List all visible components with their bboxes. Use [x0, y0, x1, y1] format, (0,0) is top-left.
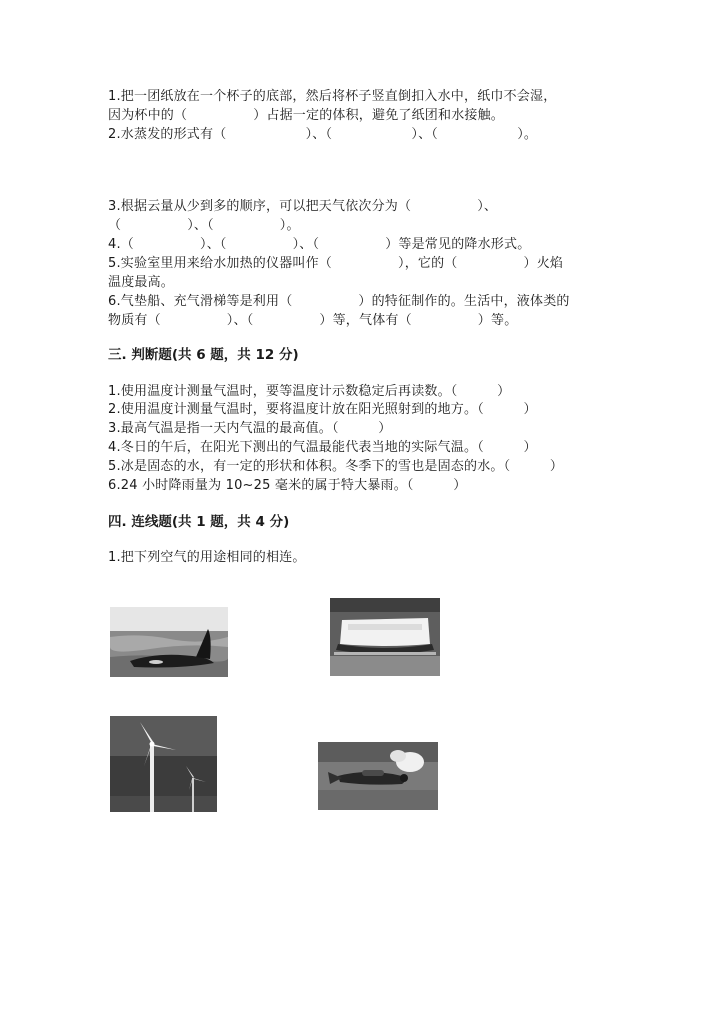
diver-photo — [318, 742, 438, 810]
matching-section-heading: 四. 连线题(共 1 题，共 4 分) — [108, 514, 290, 530]
fill-blank-line: 6.气垫船、充气滑梯等是利用（ ）的特征制作的。生活中，液体类的 — [108, 294, 570, 309]
judge-item: 3.最高气温是指一天内气温的最高值。（ ） — [108, 421, 392, 436]
orca-photo — [110, 607, 228, 677]
wind-turbine-image — [110, 716, 217, 812]
fill-blank-line: 5.实验室里用来给水加热的仪器叫作（ ），它的（ ）火焰 — [108, 256, 564, 271]
fill-blank-line: 1.把一团纸放在一个杯子的底部，然后将杯子竖直倒扣入水中，纸巾不会湿， — [108, 89, 557, 104]
fill-blank-line: 温度最高。 — [108, 275, 175, 290]
fill-blank-line: 2.水蒸发的形式有（ ）、（ ）、（ ）。 — [108, 127, 538, 142]
judge-item: 5.冰是固态的水，有一定的形状和体积。冬季下的雪也是固态的水。（ ） — [108, 459, 564, 474]
orca-image — [110, 607, 228, 677]
judge-item: 6.24 小时降雨量为 10~25 毫米的属于特大暴雨。（ ） — [108, 478, 467, 493]
judge-item: 1.使用温度计测量气温时，要等温度计示数稳定后再读数。（ ） — [108, 384, 511, 399]
fill-blank-line: 4.（ ）、（ ）、（ ）等是常见的降水形式。 — [108, 237, 531, 252]
judge-item: 2.使用温度计测量气温时，要将温度计放在阳光照射到的地方。（ ） — [108, 402, 537, 417]
fill-blank-line: 3.根据云量从少到多的顺序，可以把天气依次分为（ ）、 — [108, 199, 498, 214]
fill-blank-line: （ ）、（ ）。 — [108, 218, 300, 233]
judge-item: 4.冬日的午后，在阳光下测出的气温最能代表当地的实际气温。（ ） — [108, 440, 537, 455]
judge-section-heading: 三. 判断题(共 6 题，共 12 分) — [108, 347, 299, 363]
wind-turbine-photo — [110, 716, 217, 812]
fill-blank-line: 因为杯中的（ ）占据一定的体积，避免了纸团和水接触。 — [108, 108, 505, 123]
fill-blank-line: 物质有（ ）、（ ）等，气体有（ ）等。 — [108, 313, 518, 328]
hovercraft-image — [330, 598, 440, 676]
matching-instruction: 1.把下列空气的用途相同的相连。 — [108, 550, 306, 565]
hovercraft-photo — [330, 598, 440, 676]
diver-image — [318, 742, 438, 810]
